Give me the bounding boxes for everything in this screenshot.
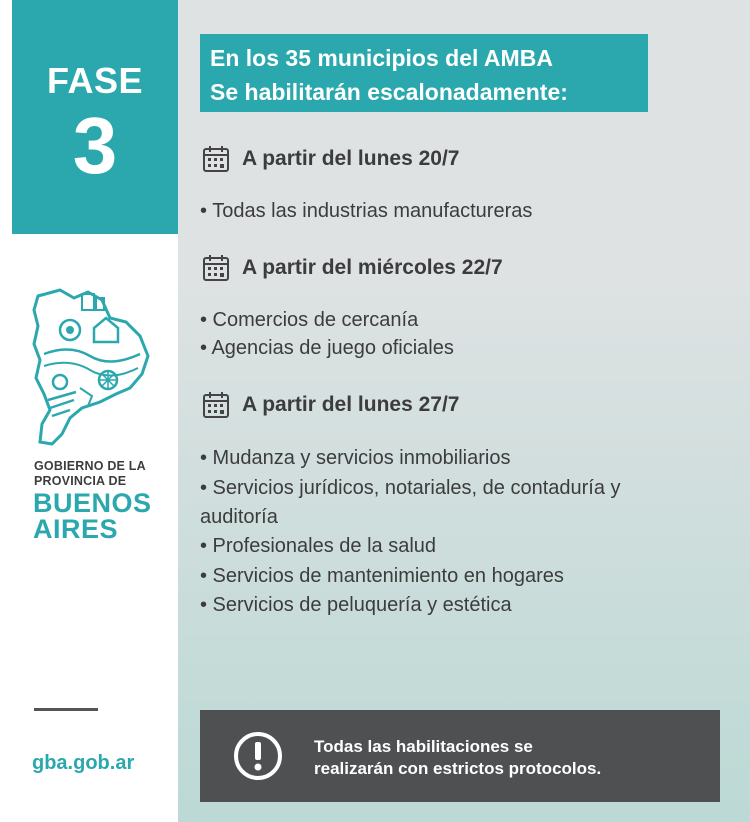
title-line-2: Se habilitarán escalonadamente: [210,79,568,105]
main-content [178,0,750,822]
calendar-icon [202,254,230,282]
list-item: • Comercios de cercanía [200,309,419,331]
calendar-icon [202,145,230,173]
list-item: • Servicios de mantenimiento en hogares [200,565,564,587]
date-row [202,390,459,420]
sidebar [0,0,178,822]
alert-icon [232,730,284,782]
phase-badge [12,0,178,234]
gov-line-2: PROVINCIA DE [34,474,127,488]
website-link[interactable]: gba.gob.ar [32,752,135,774]
calendar-icon [202,391,230,419]
list-item: auditoría [200,506,278,528]
date-label: A partir del miércoles 22/7 [242,256,503,279]
list-item: • Mudanza y servicios inmobiliarios [200,447,511,469]
notice-box [200,710,720,802]
phase-label: FASE [46,60,144,101]
list-item: • Servicios jurídicos, notariales, de contaduría y [200,477,621,499]
notice-line-1: Todas las habilitaciones se [314,737,533,756]
phase-number: 3 [72,101,118,190]
date-row [202,253,503,283]
list-item: • Servicios de peluquería y estética [200,594,512,616]
divider [34,708,98,711]
province-map-logo [30,284,152,448]
date-label: A partir del lunes 20/7 [242,147,460,170]
gov-buenos: BUENOS [33,488,152,518]
list-item: • Agencias de juego oficiales [200,337,454,359]
date-label: A partir del lunes 27/7 [242,393,460,416]
gov-line-1: GOBIERNO DE LA [34,459,146,473]
list-item: • Todas las industrias manufactureras [200,200,533,222]
title-line-1: En los 35 municipios del AMBA [210,45,553,71]
list-item: • Profesionales de la salud [200,535,437,557]
gov-aires: AIRES [33,514,119,544]
notice-line-2: realizarán con estrictos protocolos. [314,759,602,778]
date-row [202,144,459,174]
